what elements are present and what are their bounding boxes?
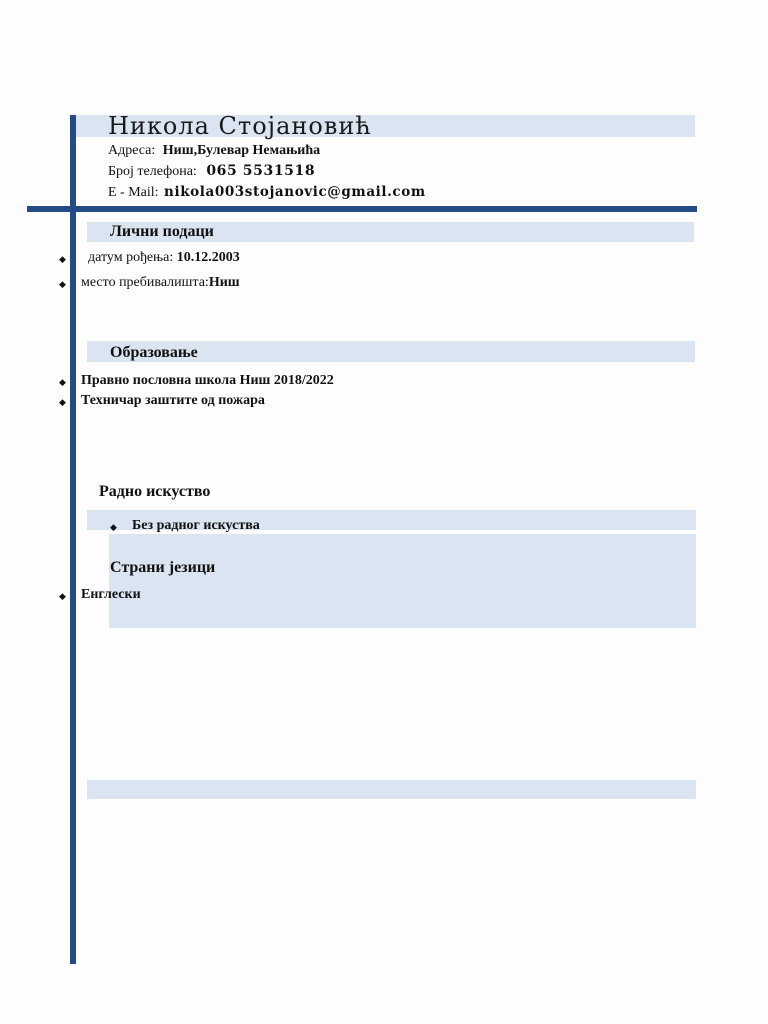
experience-item: Без радног искуства: [132, 518, 260, 533]
bullet-icon: ◆: [59, 254, 66, 264]
language-item: Енглески: [81, 587, 141, 602]
languages-band: [109, 534, 696, 628]
birth-date-line: [88, 249, 240, 267]
address-label: Адреса:: [108, 143, 156, 158]
education-item: Техничар заштите од пожара: [81, 393, 265, 408]
email-value[interactable]: nikola003stojanovic@gmail.com: [164, 184, 426, 200]
email-label: E - Mail:: [108, 185, 159, 200]
residence-line: [81, 274, 240, 292]
empty-section-band: [87, 780, 696, 799]
bullet-icon: ◆: [110, 522, 117, 532]
bullet-icon: ◆: [59, 279, 66, 289]
address-line: [108, 142, 320, 160]
languages-heading: Страни језици: [110, 559, 216, 576]
experience-heading: Радно искуство: [99, 483, 211, 500]
residence-label: место пребивалишта:: [81, 275, 209, 290]
residence-value: Ниш: [208, 275, 240, 290]
bullet-icon: ◆: [59, 591, 66, 601]
phone-line: [108, 162, 315, 181]
full-name: Никола Стојановић: [108, 112, 372, 140]
education-item: Правно пословна школа Ниш 2018/2022: [81, 373, 334, 388]
birth-date-label: датум рођења:: [88, 250, 174, 265]
bullet-icon: ◆: [59, 377, 66, 387]
vertical-accent-line: [70, 115, 76, 964]
horizontal-accent-line: [27, 206, 697, 212]
birth-date-value: 10.12.2003: [176, 250, 240, 265]
address-value: Ниш,Булевар Немањића: [162, 143, 321, 158]
phone-label: Број телефона:: [108, 164, 197, 179]
bullet-icon: ◆: [59, 397, 66, 407]
email-line: [108, 183, 426, 202]
phone-value: 065 5531518: [206, 163, 316, 179]
personal-heading: Лични подаци: [110, 223, 214, 240]
education-heading: Образовање: [110, 344, 198, 361]
